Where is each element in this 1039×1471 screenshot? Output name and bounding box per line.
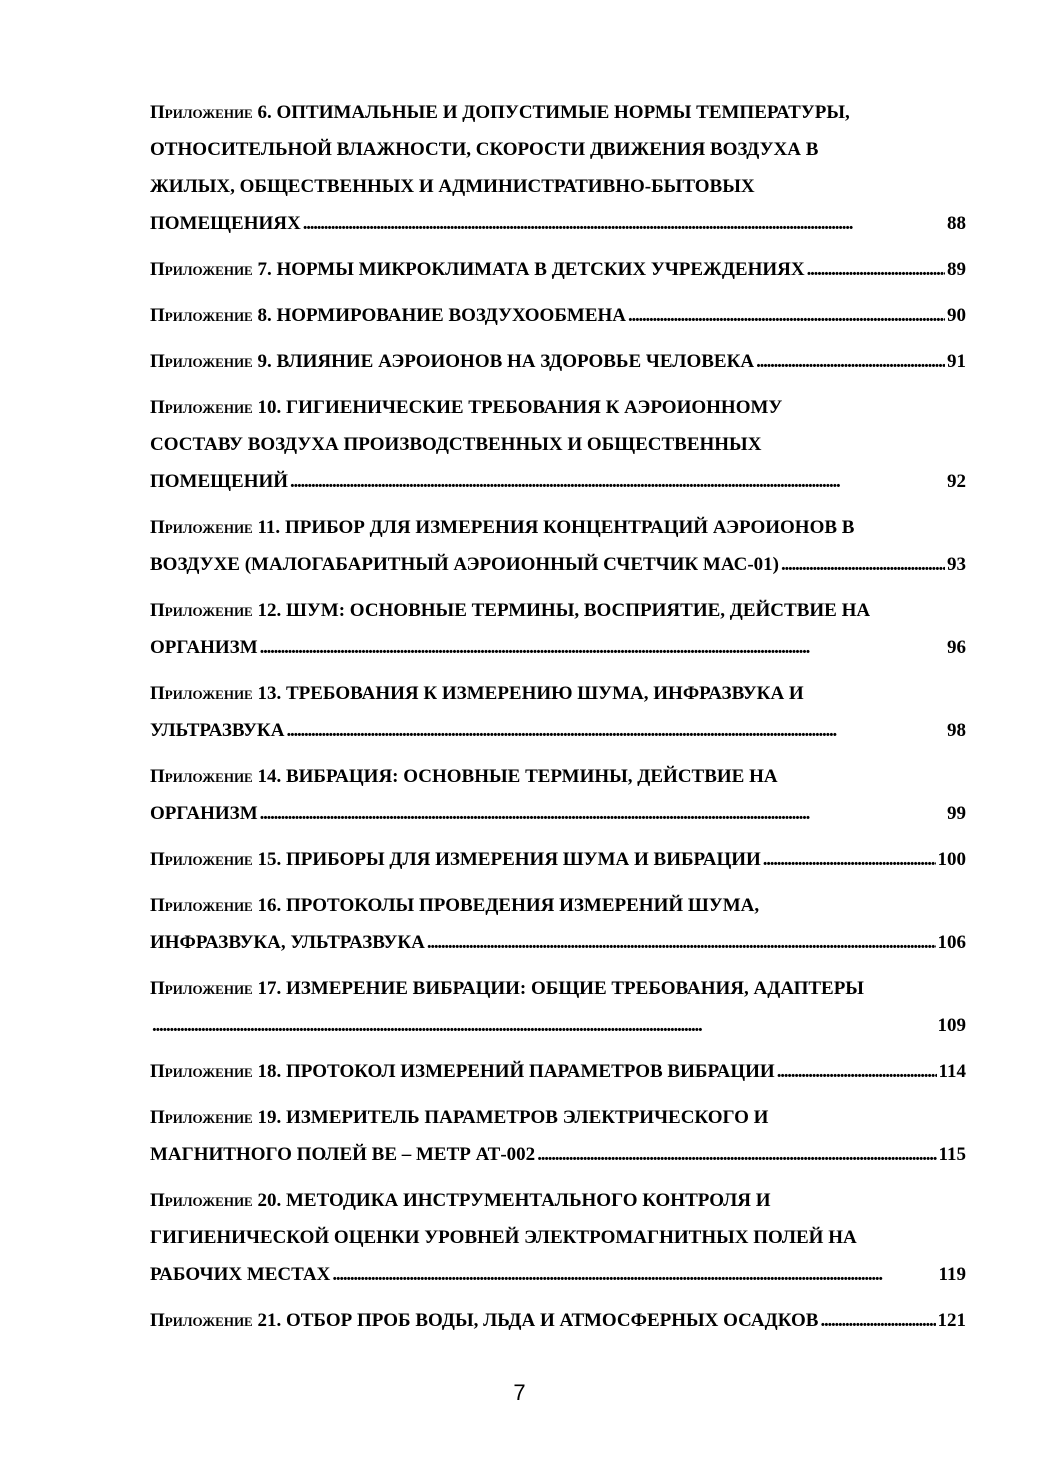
toc-page-number: 89	[947, 259, 966, 280]
toc-entry-prefix: Приложение 12.	[150, 600, 282, 621]
toc-entry-title-text: ПРИБОРЫ ДЛЯ ИЗМЕРЕНИЯ ШУМА И ВИБРАЦИИ	[285, 849, 761, 870]
toc-entry-title-text: ГИГИЕНИЧЕСКОЙ ОЦЕНКИ УРОВНЕЙ ЭЛЕКТРОМАГНИТНЫХ ПОЛЕЙ НА	[150, 1227, 857, 1248]
toc-entry-last-line	[150, 343, 754, 380]
toc-page-number: 96	[947, 637, 966, 658]
toc-entry-leader-line	[150, 251, 966, 288]
toc-entry-leader-line	[150, 297, 966, 334]
toc-entry-last-line	[150, 546, 779, 583]
dot-leader	[152, 1007, 936, 1044]
toc-entry-last-line	[150, 924, 425, 961]
toc-entry-line	[150, 389, 966, 426]
toc-entry-title-text: УЛЬТРАЗВУКА	[150, 720, 285, 741]
toc-entry-line	[150, 509, 966, 546]
dot-leader	[781, 546, 945, 583]
toc-entry[interactable]	[150, 1302, 966, 1339]
toc-entry-prefix: Приложение 17.	[150, 978, 282, 999]
toc-entry-prefix: Приложение 9.	[150, 351, 272, 372]
toc-page-number: 98	[947, 720, 966, 741]
toc-entry-line	[150, 426, 966, 463]
toc-entry-leader-line	[150, 795, 966, 832]
toc-entry[interactable]	[150, 1099, 966, 1173]
toc-page-number: 115	[938, 1144, 966, 1165]
toc-entry-last-line	[150, 1053, 775, 1090]
toc-entry-title-text: ВОЗДУХЕ (МАЛОГАБАРИТНЫЙ АЭРОИОННЫЙ СЧЕТЧИК МАС-01)	[150, 554, 780, 575]
dot-leader	[332, 1256, 936, 1293]
dot-leader	[537, 1136, 936, 1173]
toc-entry-prefix: Приложение 14.	[150, 766, 282, 787]
toc-entry-title-text: НОРМИРОВАНИЕ ВОЗДУХООБМЕНА	[276, 305, 626, 326]
toc-entry-title-text: ПОМЕЩЕНИЙ	[150, 471, 289, 492]
toc-entry-last-line	[150, 1302, 818, 1339]
toc-entry-line	[150, 592, 966, 629]
toc-entry-title-text: ОТНОСИТЕЛЬНОЙ ВЛАЖНОСТИ, СКОРОСТИ ДВИЖЕНИЯ ВОЗДУХА В	[150, 139, 819, 160]
toc-page-number: 106	[937, 932, 966, 953]
toc-entry-title-text: ТРЕБОВАНИЯ К ИЗМЕРЕНИЮ ШУМА, ИНФРАЗВУКА И	[285, 683, 804, 704]
toc-entry-last-line	[150, 795, 258, 832]
toc-page-number: 114	[938, 1061, 966, 1082]
toc-entry-title-text: ОТБОР ПРОБ ВОДЫ, ЛЬДА И АТМОСФЕРНЫХ ОСАДКОВ	[285, 1310, 819, 1331]
toc-entry[interactable]	[150, 1053, 966, 1090]
toc-entry-prefix: Приложение 21.	[150, 1310, 282, 1331]
toc-entry-leader-line	[150, 629, 966, 666]
dot-leader	[303, 205, 945, 242]
toc-entry-prefix: Приложение 16.	[150, 895, 282, 916]
toc-entry-line	[150, 1182, 966, 1219]
toc-entry-prefix: Приложение 7.	[150, 259, 272, 280]
toc-entry-leader-line	[150, 924, 966, 961]
toc-page-number: 99	[947, 803, 966, 824]
toc-entry[interactable]	[150, 389, 966, 500]
dot-leader	[427, 924, 936, 961]
toc-entry[interactable]	[150, 675, 966, 749]
toc-entry-leader-line	[150, 546, 966, 583]
toc-entry-line	[150, 1219, 966, 1256]
toc-page-number: 88	[947, 213, 966, 234]
toc-entry-prefix: Приложение 18.	[150, 1061, 282, 1082]
toc-entry-title-text: ОПТИМАЛЬНЫЕ И ДОПУСТИМЫЕ НОРМЫ ТЕМПЕРАТУРЫ,	[276, 102, 850, 123]
toc-entry-title-text: СОСТАВУ ВОЗДУХА ПРОИЗВОДСТВЕННЫХ И ОБЩЕСТВЕННЫХ	[150, 434, 762, 455]
toc-entry[interactable]	[150, 758, 966, 832]
dot-leader	[807, 251, 945, 288]
toc-page-number: 90	[947, 305, 966, 326]
toc-entry-leader-line	[150, 463, 966, 500]
toc-entry-leader-line	[150, 841, 966, 878]
toc-entry-title-text: НОРМЫ МИКРОКЛИМАТА В ДЕТСКИХ УЧРЕЖДЕНИЯХ	[276, 259, 805, 280]
table-of-contents	[150, 94, 966, 1348]
toc-entry[interactable]	[150, 94, 966, 242]
dot-leader	[286, 712, 945, 749]
toc-entry[interactable]	[150, 841, 966, 878]
toc-entry-line	[150, 168, 966, 205]
toc-entry-last-line	[150, 1256, 330, 1293]
toc-page-number: 92	[947, 471, 966, 492]
toc-entry-title-text: ПРОТОКОЛЫ ПРОВЕДЕНИЯ ИЗМЕРЕНИЙ ШУМА,	[285, 895, 760, 916]
toc-entry-prefix: Приложение 11.	[150, 517, 281, 538]
toc-entry[interactable]	[150, 509, 966, 583]
toc-entry-line	[150, 887, 966, 924]
toc-entry-last-line	[150, 841, 761, 878]
toc-entry-title-text: ЖИЛЫХ, ОБЩЕСТВЕННЫХ И АДМИНИСТРАТИВНО-БЫТОВЫХ	[150, 176, 755, 197]
dot-leader	[290, 463, 945, 500]
toc-entry-title-text: ПРОТОКОЛ ИЗМЕРЕНИЙ ПАРАМЕТРОВ ВИБРАЦИИ	[285, 1061, 775, 1082]
toc-entry-last-line	[150, 463, 288, 500]
toc-entry-leader-line	[150, 1256, 966, 1293]
toc-entry[interactable]	[150, 887, 966, 961]
toc-entry-last-line	[150, 205, 301, 242]
toc-entry-leader-line	[150, 1302, 966, 1339]
toc-entry-title-text: ИНФРАЗВУКА, УЛЬТРАЗВУКА	[150, 932, 425, 953]
toc-page-number: 91	[947, 351, 966, 372]
toc-entry-last-line	[150, 712, 284, 749]
toc-entry[interactable]	[150, 343, 966, 380]
toc-entry[interactable]	[150, 297, 966, 334]
toc-entry-prefix: Приложение 15.	[150, 849, 282, 870]
toc-entry-leader-line	[150, 1007, 966, 1044]
toc-entry-leader-line	[150, 1136, 966, 1173]
dot-leader	[763, 841, 936, 878]
toc-entry-last-line	[150, 297, 626, 334]
toc-entry-prefix: Приложение 13.	[150, 683, 282, 704]
toc-entry-line	[150, 1099, 966, 1136]
toc-entry-title-text: ПРИБОР ДЛЯ ИЗМЕРЕНИЯ КОНЦЕНТРАЦИЙ АЭРОИОНОВ В	[284, 517, 855, 538]
toc-page-number: 100	[937, 849, 966, 870]
toc-entry-title-text: ВЛИЯНИЕ АЭРОИОНОВ НА ЗДОРОВЬЕ ЧЕЛОВЕКА	[276, 351, 755, 372]
toc-page-number: 93	[947, 554, 966, 575]
page-number: 7	[513, 1380, 526, 1405]
dot-leader	[777, 1053, 937, 1090]
toc-entry-title-text: ПОМЕЩЕНИЯХ	[150, 213, 301, 234]
toc-entry-prefix: Приложение 10.	[150, 397, 282, 418]
toc-entry-title-text: РАБОЧИХ МЕСТАХ	[150, 1264, 331, 1285]
toc-page-number: 119	[938, 1264, 966, 1285]
toc-entry-prefix: Приложение 6.	[150, 102, 272, 123]
toc-entry-title-text: ШУМ: ОСНОВНЫЕ ТЕРМИНЫ, ВОСПРИЯТИЕ, ДЕЙСТВИЕ НА	[285, 600, 871, 621]
toc-entry-leader-line	[150, 205, 966, 242]
toc-entry[interactable]	[150, 251, 966, 288]
toc-entry-last-line	[150, 629, 258, 666]
toc-entry-leader-line	[150, 1053, 966, 1090]
dot-leader	[260, 629, 945, 666]
toc-entry-prefix: Приложение 20.	[150, 1190, 282, 1211]
dot-leader	[628, 297, 945, 334]
toc-entry-title-text: МЕТОДИКА ИНСТРУМЕНТАЛЬНОГО КОНТРОЛЯ И	[285, 1190, 771, 1211]
toc-entry-last-line	[150, 251, 805, 288]
toc-entry-last-line	[150, 1136, 535, 1173]
dot-leader	[756, 343, 945, 380]
toc-entry-title-text: МАГНИТНОГО ПОЛЕЙ ВЕ – МЕТР АТ-002	[150, 1144, 536, 1165]
toc-entry-leader-line	[150, 343, 966, 380]
toc-page-number: 121	[937, 1310, 966, 1331]
toc-entry-title-text: ГИГИЕНИЧЕСКИЕ ТРЕБОВАНИЯ К АЭРОИОННОМУ	[285, 397, 783, 418]
toc-entry-title-text: ИЗМЕРЕНИЕ ВИБРАЦИИ: ОБЩИЕ ТРЕБОВАНИЯ, АДАПТЕРЫ	[285, 978, 864, 999]
toc-entry[interactable]	[150, 1182, 966, 1293]
toc-entry-title-text: ОРГАНИЗМ	[150, 803, 258, 824]
dot-leader	[820, 1302, 935, 1339]
toc-entry-line	[150, 970, 966, 1007]
toc-entry-title-text: ИЗМЕРИТЕЛЬ ПАРАМЕТРОВ ЭЛЕКТРИЧЕСКОГО И	[285, 1107, 769, 1128]
toc-entry-prefix: Приложение 19.	[150, 1107, 282, 1128]
dot-leader	[260, 795, 945, 832]
toc-entry-line	[150, 675, 966, 712]
toc-entry-title-text: ОРГАНИЗМ	[150, 637, 258, 658]
toc-entry-leader-line	[150, 712, 966, 749]
toc-entry[interactable]	[150, 592, 966, 666]
toc-entry-line	[150, 758, 966, 795]
toc-page-number: 109	[937, 1015, 966, 1036]
toc-entry[interactable]	[150, 970, 966, 1044]
toc-entry-title-text: ВИБРАЦИЯ: ОСНОВНЫЕ ТЕРМИНЫ, ДЕЙСТВИЕ НА	[285, 766, 778, 787]
toc-entry-line	[150, 94, 966, 131]
toc-entry-line	[150, 131, 966, 168]
toc-entry-prefix: Приложение 8.	[150, 305, 272, 326]
